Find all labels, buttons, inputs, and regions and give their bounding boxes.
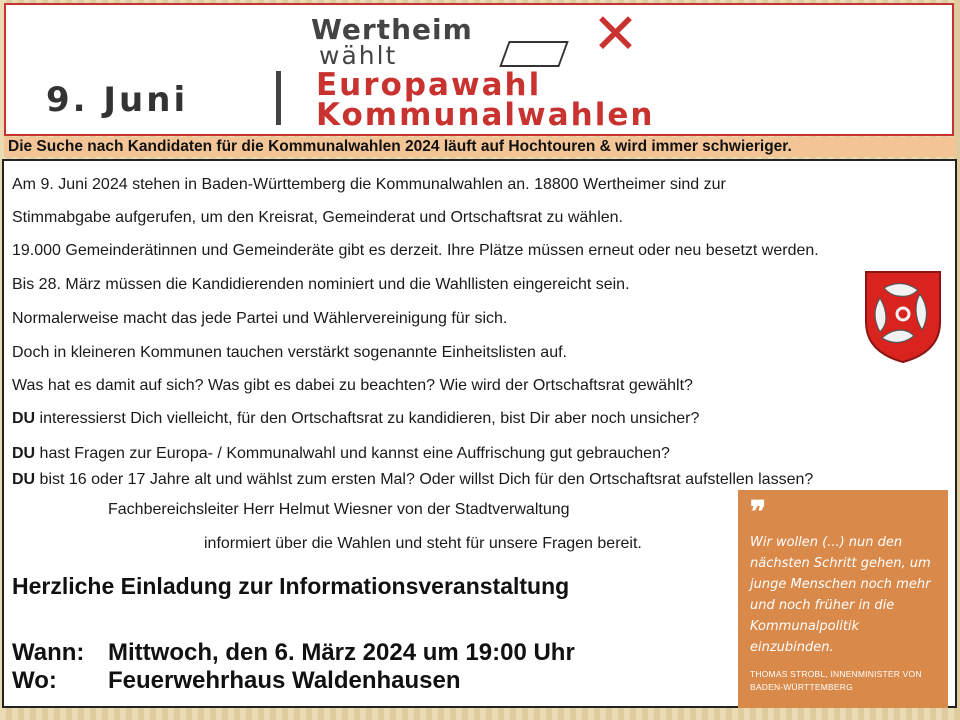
body-line: Stimmabgabe aufgerufen, um den Kreisrat, Gemeinderat und Ortschaftsrat zu wählen. bbox=[12, 209, 623, 226]
body-line: Normalerweise macht das jede Partei und Wählervereinigung für sich. bbox=[12, 310, 508, 327]
coat-of-arms-fish-icon bbox=[862, 268, 944, 364]
quote-mark-icon: ❞ bbox=[750, 495, 767, 530]
body-line: Am 9. Juni 2024 stehen in Baden-Württemberg die Kommunalwahlen an. 18800 Wertheimer sind zur bbox=[12, 176, 726, 193]
header-banner bbox=[4, 3, 954, 136]
body-line: Was hat es damit auf sich? Was gibt es dabei zu beachten? Wie wird der Ortschaftsrat gewählt? bbox=[12, 377, 693, 394]
when-value: Mittwoch, den 6. März 2024 um 19:00 Uhr bbox=[108, 639, 575, 666]
du-label: DU bbox=[12, 471, 36, 488]
invitation-heading: Herzliche Einladung zur Informationsveranstaltung bbox=[12, 573, 570, 599]
body-line-du bbox=[12, 471, 813, 489]
body-text: bist 16 oder 17 Jahre alt und wählst zum ersten Mal? Oder willst Dich für den Ortschaftsrat aufstellen lassen? bbox=[35, 471, 814, 488]
where-value: Feuerwehrhaus Waldenhausen bbox=[108, 667, 461, 694]
logo-wertheim: Wertheim bbox=[311, 13, 473, 46]
body-line: 19.000 Gemeinderätinnen und Gemeinderäte gibt es derzeit. Ihre Plätze müssen erneut oder neu besetzt werden. bbox=[12, 242, 819, 259]
election-date: 9. Juni bbox=[46, 80, 189, 120]
quote-box bbox=[738, 490, 948, 708]
body-line: Bis 28. März müssen die Kandidierenden nominiert und die Wahllisten eingereicht sein. bbox=[12, 276, 630, 293]
when-label: Wann: bbox=[12, 639, 85, 666]
header-divider bbox=[276, 71, 281, 125]
body-line-du bbox=[12, 410, 699, 428]
cross-mark-icon: ✕ bbox=[592, 2, 639, 67]
quote-author: THOMAS STROBL, INNENMINISTER VON BADEN-WÜRTTEMBERG bbox=[750, 669, 922, 692]
body-text: hast Fragen zur Europa- / Kommunalwahl und kannst eine Auffrischung gut gebrauchen? bbox=[35, 445, 670, 462]
event-when bbox=[12, 639, 575, 667]
where-label: Wo: bbox=[12, 667, 57, 694]
title-kommunalwahlen: Kommunalwahlen bbox=[316, 97, 655, 133]
title-europawahl: Europawahl bbox=[316, 67, 542, 103]
body-line-du bbox=[12, 445, 670, 463]
body-line: Doch in kleineren Kommunen tauchen verstärkt sogenannte Einheitslisten auf. bbox=[12, 344, 567, 361]
speaker-line: informiert über die Wahlen und steht für unsere Fragen bereit. bbox=[204, 535, 642, 552]
logo-waehlt: wählt bbox=[319, 41, 398, 70]
subheadline: Die Suche nach Kandidaten für die Kommunalwahlen 2024 läuft auf Hochtouren & wird immer schwieriger. bbox=[4, 137, 956, 157]
ballot-box-icon bbox=[499, 41, 568, 67]
du-label: DU bbox=[12, 445, 36, 462]
body-text: interessierst Dich vielleicht, für den Ortschaftsrat zu kandidieren, bist Dir aber noch unsicher? bbox=[35, 410, 700, 427]
speaker-line: Fachbereichsleiter Herr Helmut Wiesner von der Stadtverwaltung bbox=[108, 501, 570, 518]
quote-text: Wir wollen (...) nun den nächsten Schritt gehen, um junge Menschen noch mehr und noch früher in die Kommunalpolitik einzubinden. bbox=[750, 535, 931, 655]
event-where bbox=[12, 667, 575, 695]
du-label: DU bbox=[12, 410, 36, 427]
event-details bbox=[12, 639, 575, 695]
